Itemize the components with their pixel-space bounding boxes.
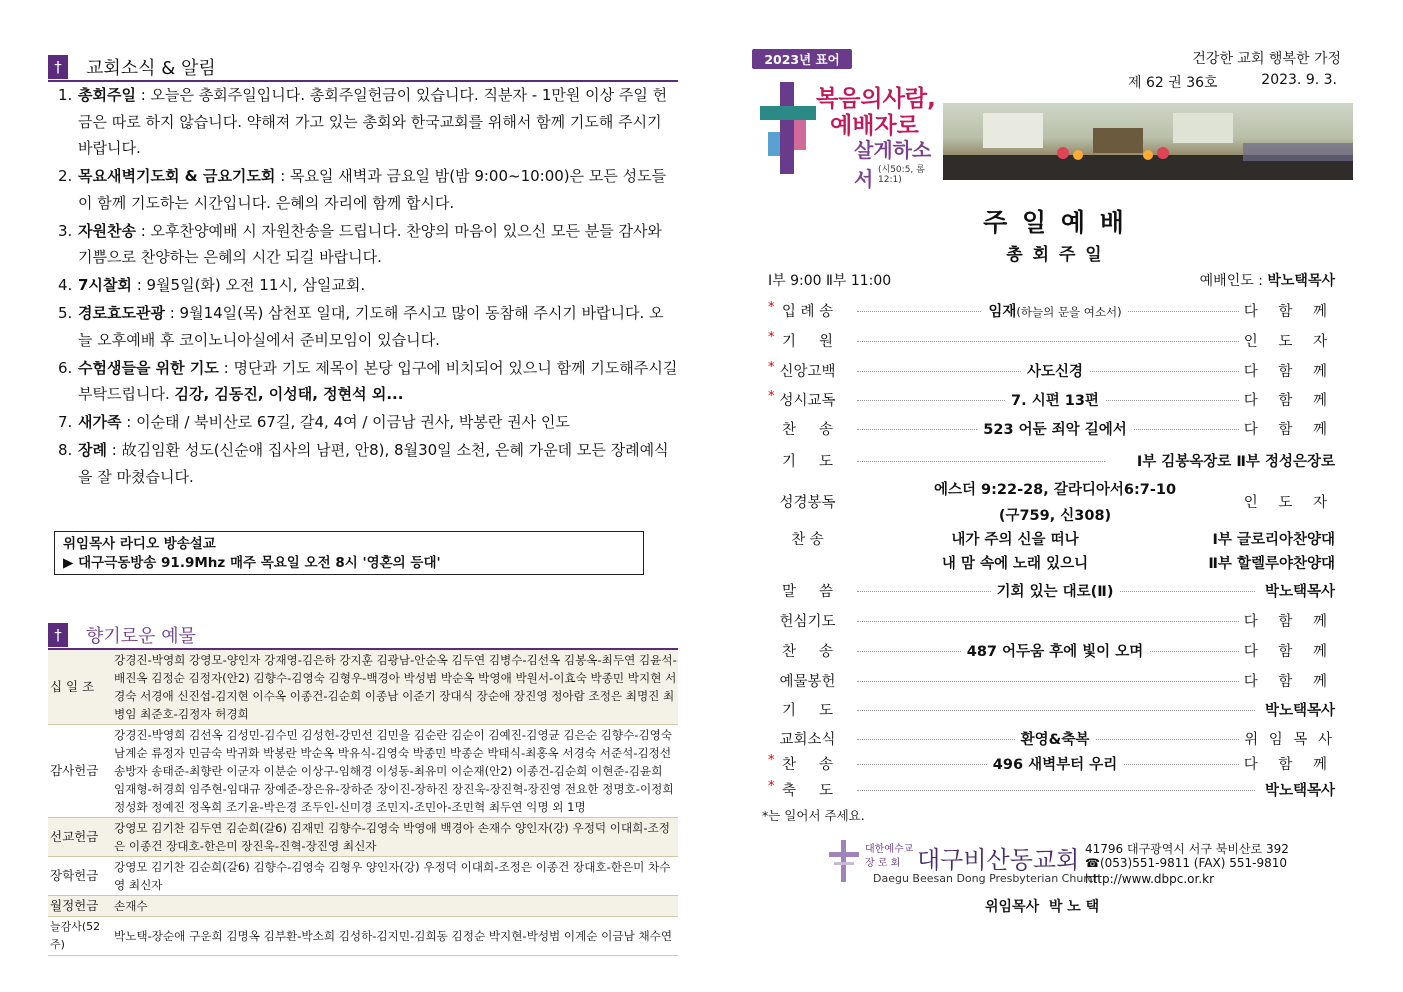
motto-logo <box>758 80 940 191</box>
order-row: * 입 례 송 임재(하늘의 문을 여소서) 다 함 께 <box>768 300 1335 320</box>
order-row: 헌심기도 다 함 께 <box>765 610 1335 632</box>
order-row: 교회소식 환영&축복 위 임 목 사 <box>765 728 1335 750</box>
service-title: 주 일 예 배 <box>983 208 1127 237</box>
church-phone: ☎(053)551-9811 (FAX) 551-9810 <box>1085 856 1287 870</box>
notice-item: 2. 목요새벽기도회 & 금요기도회 : 목요일 새벽과 금요일 밤(밤 9:00~10:00)은 모든 성도들이 함께 기도하는 시간입니다. 은혜의 자리에 함께 합시다. <box>58 167 667 212</box>
offerings-title: 향기로운 예물 <box>86 626 197 647</box>
notice-item: 6. 수험생들을 위한 기도 : 명단과 기도 제목이 본당 입구에 비치되어 있으니 함께 기도해주시길 부탁드립니다. 김강, 김동진, 이성태, 정현석 외... <box>58 358 678 403</box>
motto-line-3: 살게하소서 <box>854 138 932 191</box>
offerings-header <box>48 622 196 648</box>
radio-sermon-box <box>54 531 644 575</box>
service-subtitle: 총 회 주 일 <box>1006 245 1104 265</box>
order-row: * 축 도 박노택목사 <box>768 779 1335 799</box>
sanctuary-photo <box>943 103 1353 180</box>
church-address: 41796 대구광역시 서구 북비산로 392 <box>1085 842 1289 856</box>
order-row: 찬 송 523 어둔 죄악 길에서 다 함 께 <box>765 418 1335 440</box>
church-name: 대구비산동교회 <box>917 846 1080 874</box>
order-row: * 기 원 인 도 자 <box>768 330 1335 350</box>
table-row: 감사헌금 강경진-박영희 김선옥 김성민-김수민 김성헌-강민선 김민을 김순란 김순이 김예진-김영균 김은순 김향수-김영숙 남계순 류정자 민금숙 박귀화 박봉란 박순옥 박유식-김영숙 박종민 박종순 박태식-최홍옥 서경숙 서준석-김정선 송방자 송태준-최향란 이군자 이분순 이상구-임해경 이성동-최유미 이순재(안2) 이종건-김순희 이현준-김윤희 임재형-허경희 임주현-임대규 장예준-장은유-장하준 장이진-장하진 장진욱-장진혁-장진영 전요한 정명호-이정희 정성화 정예진 정옥희 조기윤-박은경 조두인-신미경 조민지-조민아-조민혁 최두연 익명 외 1명 <box>48 725 678 818</box>
motto-reference: (시50:5, 롬12:1) <box>878 165 925 185</box>
notice-item: 8. 장례 : 故김임환 성도(신순애 집사의 남편, 안8), 8월30일 소천, 은혜 가운데 모든 장례예식을 잘 마쳤습니다. <box>58 441 669 486</box>
church-url[interactable]: http://www.dbpc.or.kr <box>1085 872 1215 886</box>
church-logo-icon <box>825 838 865 884</box>
motto-line-2: 예배자로 <box>830 113 919 139</box>
notice-item: 5. 경로효도관광 : 9월14일(목) 삼천포 일대, 기도해 주시고 많이 동참해 주시기 바랍니다. 오늘 오후예배 후 코이노니아실에서 준비모임이 있습니다. <box>58 304 664 349</box>
table-row: 월정헌금 손재수 <box>48 896 678 917</box>
order-row: 찬 송 487 어두움 후에 빛이 오며 다 함 께 <box>765 640 1335 662</box>
order-row: 예물봉헌 다 함 께 <box>765 670 1335 692</box>
church-name-en: Daegu Beesan Dong Presbyterian Church <box>873 872 1101 885</box>
notice-item: 3. 자원찬송 : 오후찬양예배 시 자원찬송을 드립니다. 찬양의 마음이 있으신 모든 분들 감사와 기쁨으로 찬양하는 은혜의 시간 되길 바랍니다. <box>58 221 662 266</box>
offerings-table <box>48 650 678 956</box>
order-row: 찬 송 내가 주의 신을 떠나 내 맘 속에 노래 있으니 Ⅰ부 글로리아찬양대 Ⅱ부 할렐루야찬양대 <box>765 528 1335 576</box>
notices-title: 교회소식 & 알림 <box>86 58 216 79</box>
notice-item: 1. 총회주일 : 오늘은 총회주일입니다. 총회주일헌금이 있습니다. 직분자 - 1만원 이상 주일 헌금은 따로 하지 않습니다. 약해져 가고 있는 총회와 한국교회를 위해서 함께 기도해 주시기 바랍니다. <box>58 86 668 157</box>
motto-line-1: 복음의사람, <box>816 86 936 112</box>
service-times: Ⅰ부 9:00 Ⅱ부 11:00 <box>768 273 892 289</box>
order-row: 말 씀 기회 있는 대로(Ⅱ) 박노택목사 <box>765 580 1335 602</box>
bulletin-date: 2023. 9. 3. <box>1261 72 1337 88</box>
radio-title: 위임목사 라디오 방송설교 <box>63 536 216 552</box>
cross-icon: † <box>48 55 68 79</box>
standing-note: *는 일어서 주세요. <box>762 808 865 823</box>
year-motto-tag: 2023년 표어 <box>752 49 852 69</box>
order-row: * 성시교독 7. 시편 13편 다 함 께 <box>768 389 1335 409</box>
worship-leader: 예배인도 : 박노택목사 <box>1199 273 1335 289</box>
table-row: 선교헌금 강영모 김기찬 김두연 김순희(갈6) 김재민 김향수-김영숙 박영애 백경아 손재수 양인자(강) 우정덕 이대희-조정은 이종건 장대호-한은미 장진욱-진혁-장진영 최신자 <box>48 818 678 857</box>
cross-icon: † <box>48 623 68 647</box>
tagline: 건강한 교회 행복한 가정 <box>1192 51 1341 67</box>
table-row: 십 일 조 강경진-박영희 강영모-양인자 강재영-김은하 강지훈 김광남-안순옥 김두연 김병수-김선옥 김봉옥-최두연 김윤석-배진옥 김정순 김정자(안2) 김향수-김영숙 김형우-백경아 박성범 박순옥 박영애 박원서-이효숙 박종민 박지현 서경숙 서경애 신진섭-김지현 이수옥 이종건-김순희 이종남 이준기 장대식 장순애 장진영 정아람 조정은 최명진 최병임 최준호-김정자 허경희 <box>48 650 678 725</box>
table-row: 늘감사(52주) 박노택-장순애 구운희 김명옥 김부환-박소희 김성하-김지민-김희동 김정순 박지현-박성범 이계순 이금남 채수연 <box>48 917 678 956</box>
church-denomination: 대한예수교 <box>865 844 914 855</box>
volume: 제 62 권 36호 <box>1128 75 1218 91</box>
notices-list <box>58 82 678 492</box>
notices-header <box>48 54 216 80</box>
order-row: * 찬 송 496 새벽부터 우리 다 함 께 <box>768 753 1335 773</box>
notice-item: 4. 7시찰회 : 9월5일(화) 오전 11시, 삼일교회. <box>58 276 366 294</box>
notice-item: 7. 새가족 : 이순태 / 북비산로 67길, 갈4, 4여 / 이금남 권사, 박봉란 권사 인도 <box>58 413 570 431</box>
order-row: 기 도 Ⅰ부 김봉옥장로 Ⅱ부 정성은장로 <box>765 450 1335 472</box>
radio-schedule: ▶ 대구극동방송 91.9Mhz 매주 목요일 오전 8시 '영혼의 등대' <box>63 555 441 571</box>
order-row: 기 도 박노택목사 <box>765 699 1335 721</box>
order-row: 성경봉독 에스더 9:22-28, 갈라디아서6:7-10 (구759, 신308) 인 도 자 <box>779 482 1335 524</box>
church-denomination-2: 장 로 회 <box>865 858 901 869</box>
order-row: * 신앙고백 사도신경 다 함 께 <box>768 360 1335 380</box>
table-row: 장학헌금 강영모 김기찬 김순희(갈6) 김향수-김영숙 김형우 양인자(강) 우정덕 이대희-조정은 이종건 장대호-한은미 차수영 최신자 <box>48 857 678 896</box>
senior-pastor: 위임목사 박 노 택 <box>985 899 1100 915</box>
